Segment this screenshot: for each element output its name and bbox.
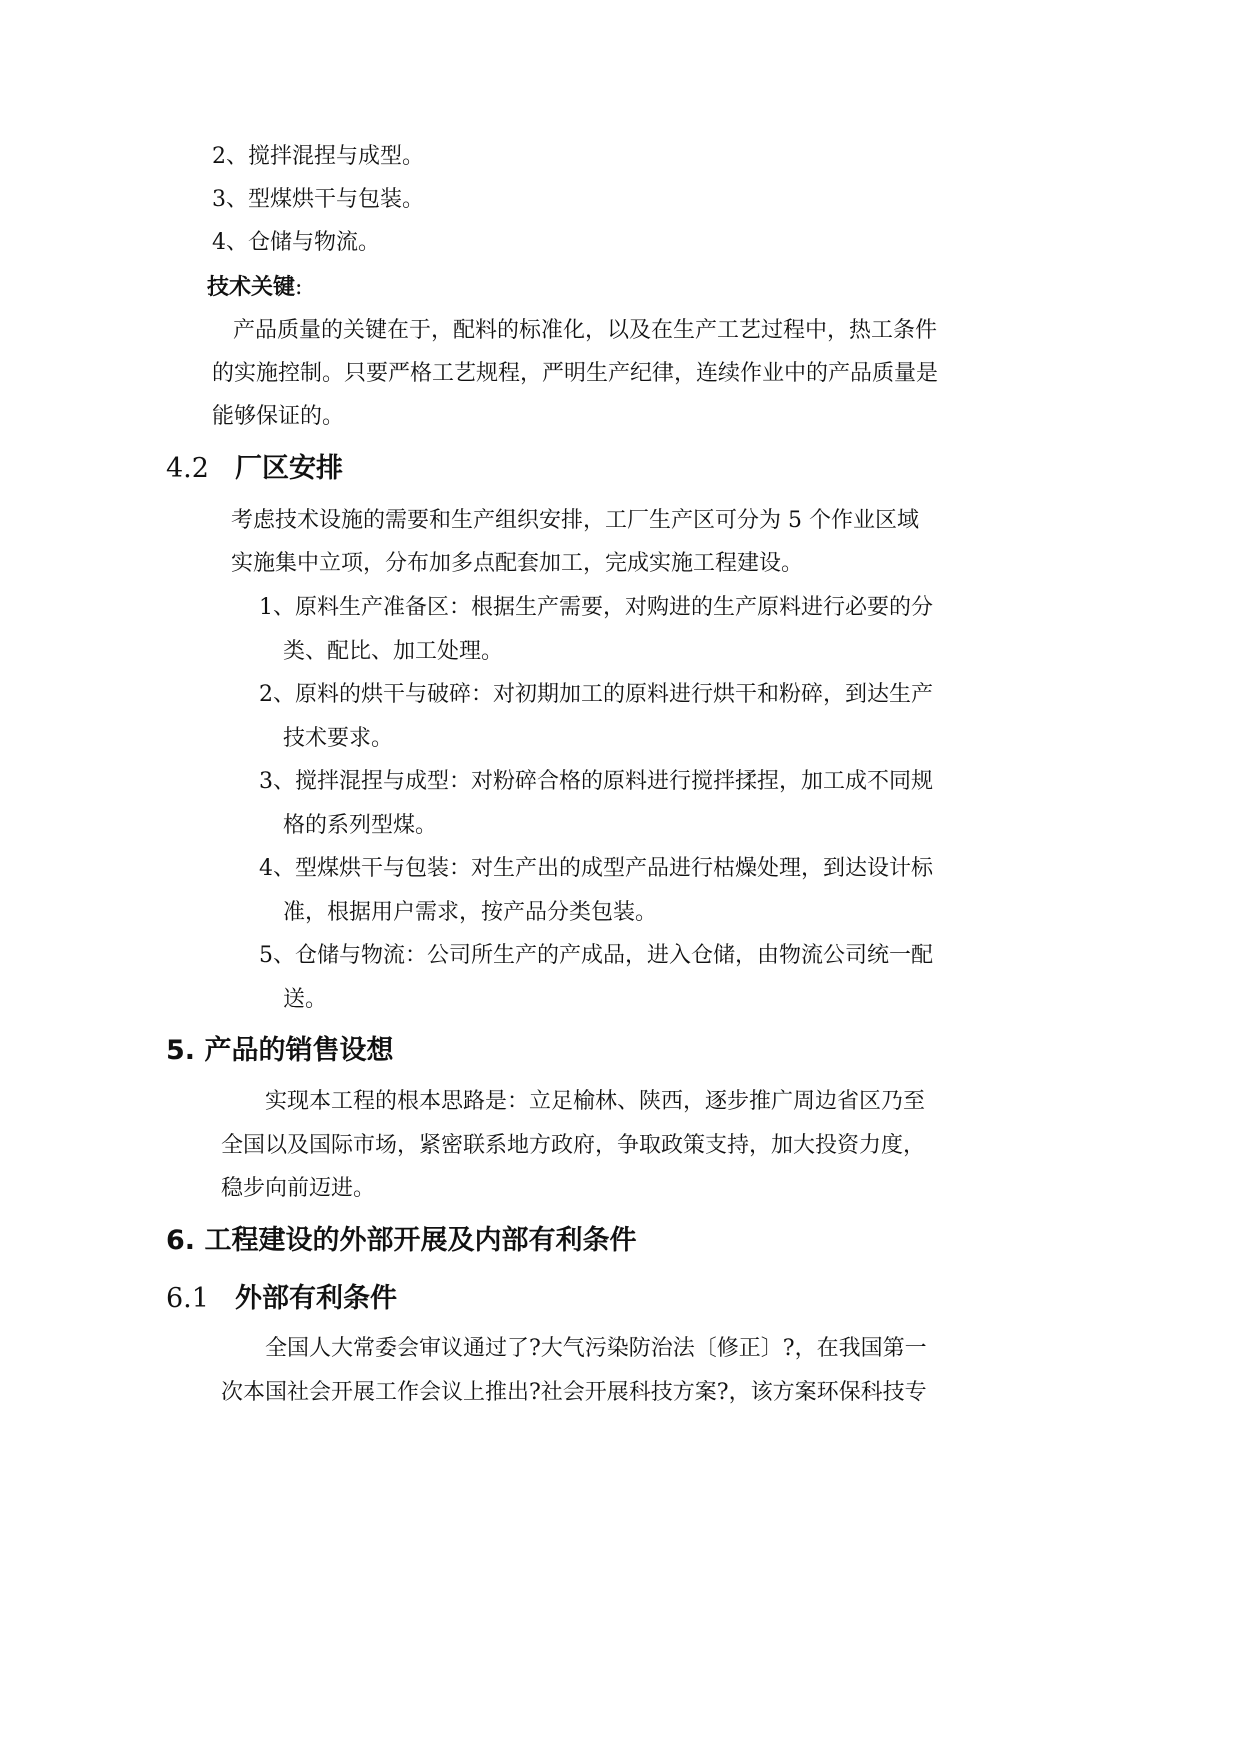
list-item: 4、型煤烘干与包装：对生产出的成型产品进行枯燥处理，到达设计标 [259, 856, 933, 881]
section-6-1-heading [166, 1282, 397, 1316]
tech-key-colon: : [295, 275, 303, 300]
section-6-heading: 6. 工程建设的外部开展及内部有利条件 [166, 1225, 637, 1256]
section-number: 4.2 [166, 453, 209, 484]
paragraph-line: 次本国社会开展工作会议上推出?社会开展科技方案?，该方案环保科技专 [221, 1380, 927, 1405]
paragraph-line: 产品质量的关键在于，配料的标准化，以及在生产工艺过程中，热工条件 [233, 318, 938, 343]
tech-key-label: 技术关键 [207, 275, 296, 300]
section-title: 厂区安排 [234, 453, 343, 484]
paragraph-line: 能够保证的。 [212, 404, 345, 429]
paragraph-line: 全国以及国际市场，紧密联系地方政府，争取政策支持，加大投资力度， [221, 1133, 926, 1158]
paragraph-line: 全国人大常委会审议通过了?大气污染防治法〔修正〕?，在我国第一 [265, 1336, 927, 1361]
paragraph-line: 稳步向前迈进。 [221, 1176, 376, 1201]
paragraph-line: 的实施控制。只要严格工艺规程，严明生产纪律，连续作业中的产品质量是 [212, 361, 939, 386]
section-5-heading: 5. 产品的销售设想 [166, 1035, 394, 1066]
section-number: 6.1 [166, 1283, 209, 1314]
paragraph-line: 实现本工程的根本思路是：立足榆林、陕西，逐步推广周边省区乃至 [265, 1089, 926, 1114]
section-4-2-heading [166, 452, 343, 486]
list-item-continued: 格的系列型煤。 [283, 813, 438, 838]
section-title: 外部有利条件 [234, 1283, 397, 1314]
list-item: 3、搅拌混捏与成型：对粉碎合格的原料进行搅拌揉捏，加工成不同规 [259, 769, 933, 794]
list-item: 2、搅拌混捏与成型。 [212, 144, 424, 169]
list-item: 2、原料的烘干与破碎：对初期加工的原料进行烘干和粉碎，到达生产 [259, 682, 933, 707]
list-item-continued: 送。 [283, 987, 328, 1012]
list-item: 4、仓储与物流。 [212, 230, 380, 255]
list-item: 5、仓储与物流：公司所生产的产成品，进入仓储，由物流公司统一配 [259, 943, 933, 968]
list-item-continued: 技术要求。 [283, 726, 394, 751]
paragraph-line: 实施集中立项，分布加多点配套加工，完成实施工程建设。 [231, 551, 804, 576]
paragraph-line: 考虑技术设施的需要和生产组织安排，工厂生产区可分为 5 个作业区域 [231, 508, 919, 533]
list-item-continued: 类、配比、加工处理。 [283, 639, 504, 664]
list-item: 1、原料生产准备区：根据生产需要，对购进的生产原料进行必要的分 [259, 595, 933, 620]
tech-key-heading [207, 273, 302, 303]
list-item: 3、型煤烘干与包装。 [212, 187, 424, 212]
list-item-continued: 准，根据用户需求，按产品分类包装。 [283, 900, 658, 925]
